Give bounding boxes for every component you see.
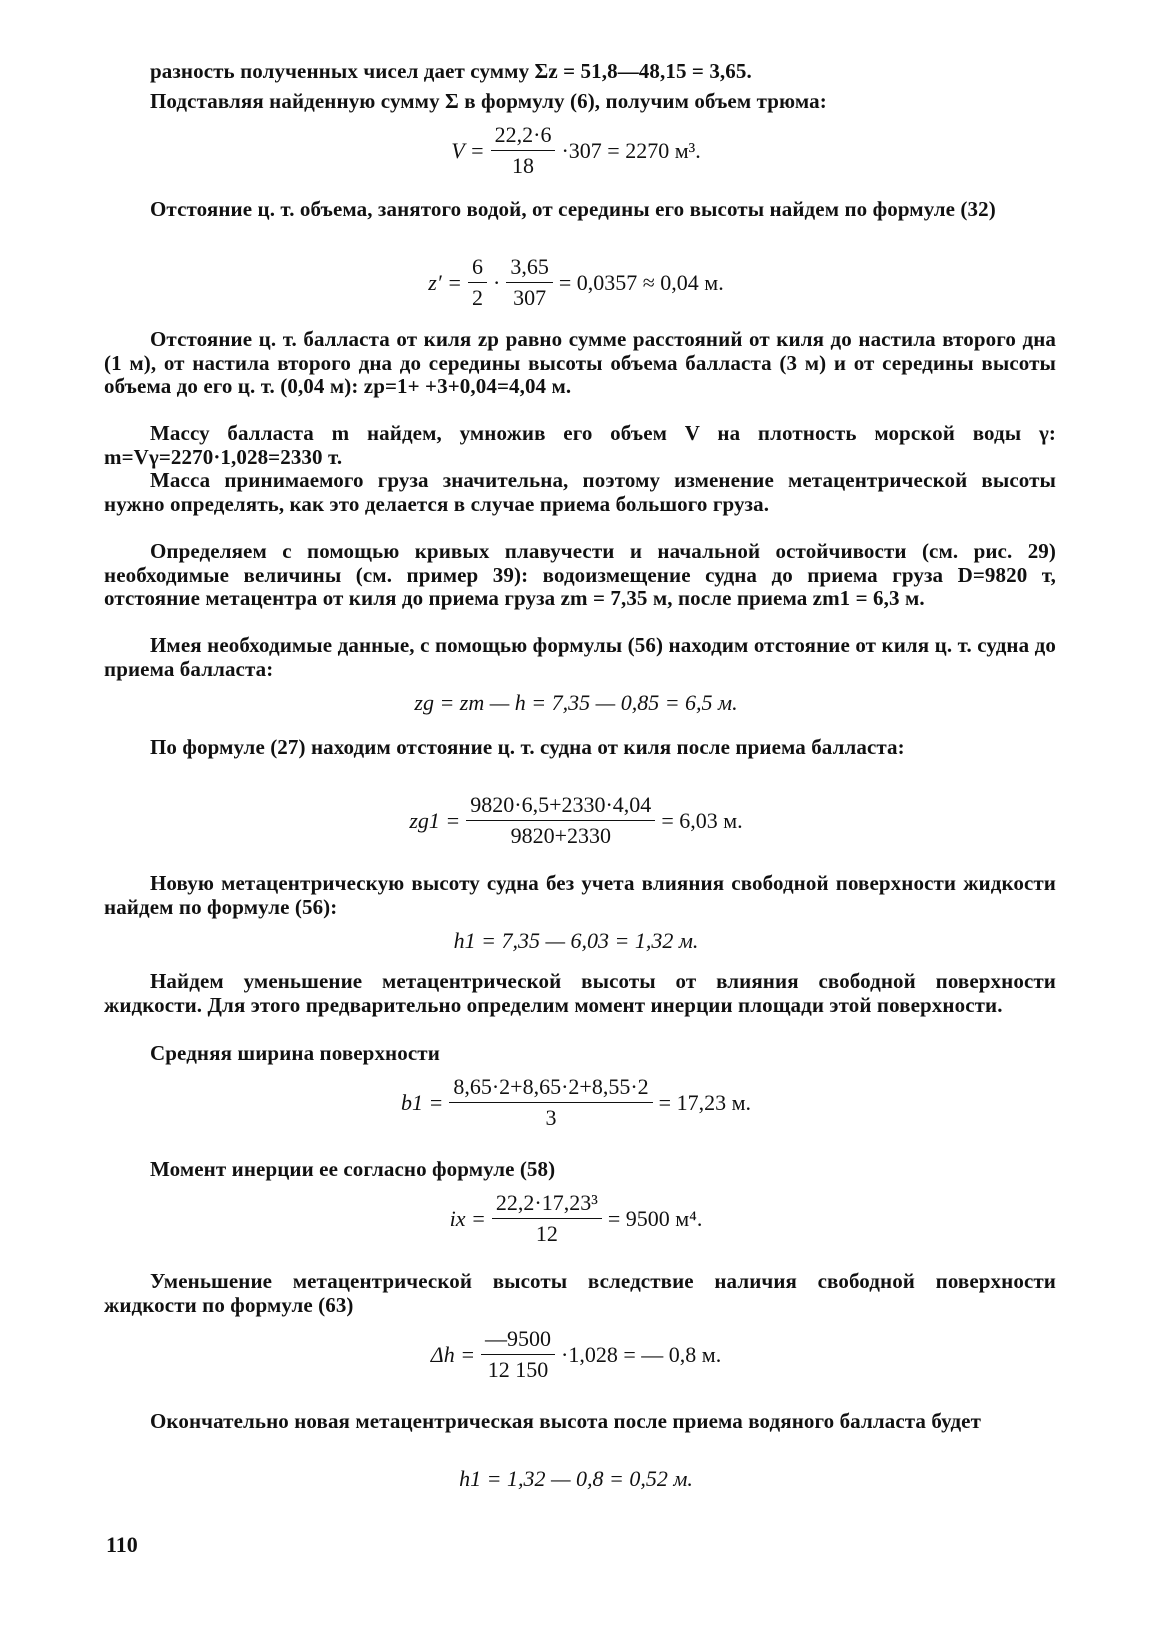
fraction bbox=[466, 792, 655, 849]
paragraph-sum-result: разность полученных чисел дает сумму Σz = 51,8—48,15 = 3,65. bbox=[150, 59, 752, 83]
eq-lhs: V = bbox=[451, 137, 485, 163]
numerator: 6 bbox=[468, 254, 487, 283]
paragraph-moment-of-inertia: Момент инерции ее согласно формуле (58) bbox=[150, 1157, 556, 1181]
denominator: 18 bbox=[512, 153, 535, 178]
equation-z-prime bbox=[0, 254, 1152, 311]
eq-text: zg = zm — h = 7,35 — 0,85 = 6,5 м. bbox=[414, 690, 738, 715]
paragraph-formula-56: Имея необходимые данные, с помощью формулы (56) находим отстояние от киля ц. т. судна до приема балласта: bbox=[104, 633, 1056, 681]
paragraph-mean-width: Средняя ширина поверхности bbox=[150, 1041, 440, 1065]
denominator: 9820+2330 bbox=[510, 823, 611, 848]
fraction bbox=[491, 122, 556, 179]
fraction bbox=[468, 254, 487, 311]
denominator: 12 bbox=[535, 1221, 558, 1246]
equation-volume bbox=[0, 122, 1152, 179]
eq-rhs: ·307 = 2270 м³. bbox=[561, 137, 701, 163]
paragraph-ballast-mass: Массу балласта m найдем, умножив его объем V на плотность морской воды γ: m=Vγ=2270·1,028=2330 т. bbox=[104, 421, 1056, 469]
eq-text: h1 = 7,35 — 6,03 = 1,32 м. bbox=[453, 928, 699, 953]
paragraph-cg-water-volume: Отстояние ц. т. объема, занятого водой, от середины его высоты найдем по формуле (32) bbox=[150, 197, 996, 221]
paragraph-formula-63: Уменьшение метацентрической высоты вследствие наличия свободной поверхности жидкости по формуле (63) bbox=[104, 1269, 1056, 1317]
eq-rhs: ·1,028 = — 0,8 м. bbox=[561, 1341, 722, 1367]
paragraph-cg-ballast: Отстояние ц. т. балласта от киля zp равно сумме расстояний от киля до настила второго дна (1 м), от настила второго дна до середины высоты объема балласта (3 м) и от середины высоты объема до его ц. т. (0,04 м): zp=1+ +3+0,04=4,04 м. bbox=[104, 327, 1056, 398]
fraction bbox=[506, 254, 553, 311]
numerator: 22,2·17,23³ bbox=[492, 1190, 602, 1219]
equation-h1-final bbox=[0, 1466, 1152, 1492]
eq-lhs: Δh = bbox=[430, 1341, 476, 1367]
eq-lhs: z′ = bbox=[428, 269, 462, 295]
eq-lhs: zg1 = bbox=[409, 807, 461, 833]
paragraph-substitute-sum: Подставляя найденную сумму Σ в формулу (6), получим объем трюма: bbox=[150, 89, 827, 113]
eq-text: h1 = 1,32 — 0,8 = 0,52 м. bbox=[459, 1466, 693, 1491]
equation-h1 bbox=[0, 928, 1152, 954]
denominator: 3 bbox=[545, 1105, 557, 1130]
paragraph-large-cargo: Масса принимаемого груза значительна, поэтому изменение метацентрической высоты нужно определять, как это делается в случае приема большого груза. bbox=[104, 468, 1056, 516]
fraction bbox=[492, 1190, 602, 1247]
denominator: 307 bbox=[513, 285, 547, 310]
page-number: 110 bbox=[106, 1532, 138, 1557]
eq-lhs: ix = bbox=[449, 1205, 486, 1231]
paragraph-free-surface-reduction: Найдем уменьшение метацентрической высоты от влияния свободной поверхности жидкости. Для этого предварительно определим момент инерции площади этой поверхности. bbox=[104, 969, 1056, 1017]
paragraph-formula-27: По формуле (27) находим отстояние ц. т. судна от киля после приема балласта: bbox=[150, 735, 905, 759]
eq-lhs: b1 = bbox=[401, 1089, 444, 1115]
numerator: 9820·6,5+2330·4,04 bbox=[466, 792, 655, 821]
denominator: 2 bbox=[472, 285, 483, 310]
fraction bbox=[481, 1326, 555, 1383]
numerator: 3,65 bbox=[506, 254, 553, 283]
equation-zg1 bbox=[0, 792, 1152, 849]
numerator: 22,2·6 bbox=[491, 122, 556, 151]
numerator: —9500 bbox=[481, 1326, 555, 1355]
equation-b1 bbox=[0, 1074, 1152, 1131]
eq-dot: · bbox=[493, 269, 501, 295]
numerator: 8,65·2+8,65·2+8,55·2 bbox=[449, 1074, 652, 1103]
equation-delta-h bbox=[0, 1326, 1152, 1383]
paragraph-determine-values: Определяем с помощью кривых плавучести и начальной остойчивости (см. рис. 29) необходимые величины (см. пример 39): водоизмещение судна до приема груза D=9820 т, отстояние метацентра от киля до приема груза zm = 7,35 м, после приема zm1 = 6,3 м. bbox=[104, 539, 1056, 610]
paragraph-new-metacentric-height: Новую метацентрическую высоту судна без учета влияния свободной поверхности жидкости найдем по формуле (56): bbox=[104, 871, 1056, 919]
paragraph-final-height: Окончательно новая метацентрическая высота после приема водяного балласта будет bbox=[150, 1409, 982, 1433]
fraction bbox=[449, 1074, 652, 1131]
eq-rhs: = 6,03 м. bbox=[661, 807, 743, 833]
eq-rhs: = 0,0357 ≈ 0,04 м. bbox=[558, 269, 724, 295]
eq-rhs: = 9500 м⁴. bbox=[607, 1205, 703, 1231]
equation-zg bbox=[0, 690, 1152, 716]
equation-ix bbox=[0, 1190, 1152, 1247]
denominator: 12 150 bbox=[487, 1357, 549, 1382]
eq-rhs: = 17,23 м. bbox=[658, 1089, 751, 1115]
